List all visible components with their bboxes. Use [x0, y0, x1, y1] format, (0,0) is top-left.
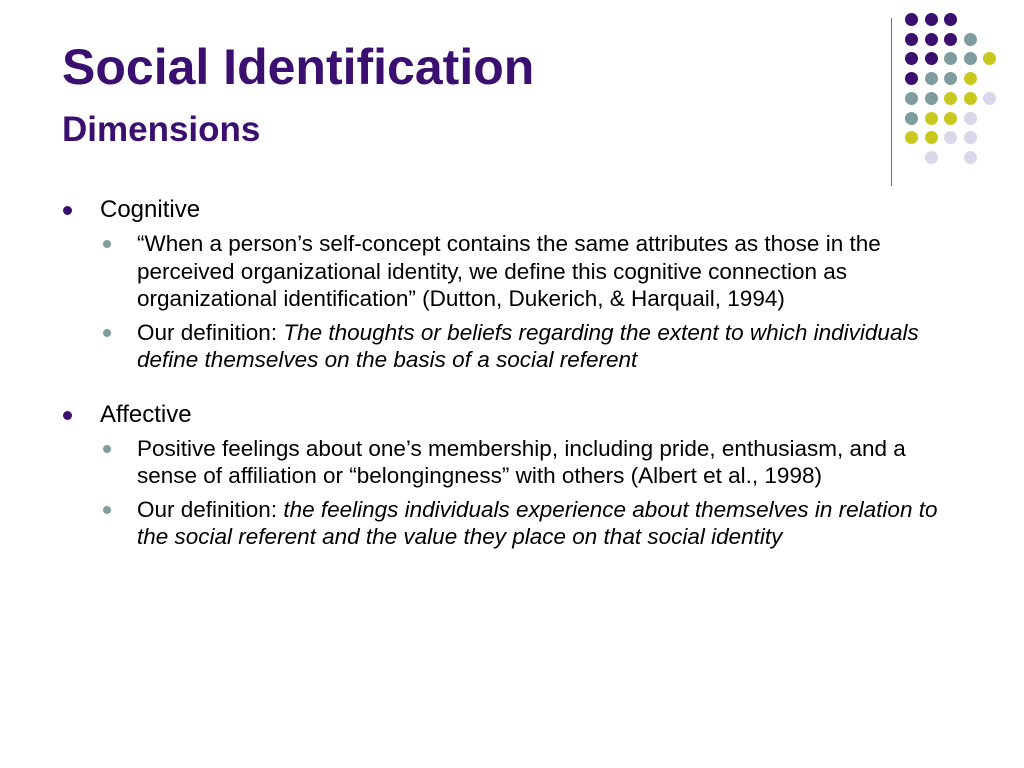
decorative-dot: [944, 92, 957, 105]
decorative-dot: [964, 52, 977, 65]
decorative-dot: [983, 52, 996, 65]
sub-bullet-list: [100, 230, 942, 374]
sub-bullet-quote: [100, 230, 942, 313]
decorative-dot: [925, 151, 938, 164]
sub-bullet-list: [100, 435, 942, 551]
bullet-heading: Cognitive: [100, 196, 201, 223]
bullet-icon: [63, 411, 72, 420]
bullet-list: [62, 195, 942, 557]
sub-bullet-icon: [103, 329, 111, 337]
decorative-dot: [925, 131, 938, 144]
decorative-dot: [964, 33, 977, 46]
sub-bullet-definition: [100, 496, 942, 551]
sub-bullet-icon: [103, 240, 111, 248]
decorative-dot: [905, 52, 918, 65]
decorative-dot: [905, 112, 918, 125]
decorative-dot: [905, 33, 918, 46]
decorative-dot: [905, 72, 918, 85]
decorative-dot: [964, 131, 977, 144]
sub-bullet-icon: [103, 506, 111, 514]
decorative-dot: [964, 112, 977, 125]
decorative-dot: [964, 92, 977, 105]
decorative-dot: [925, 72, 938, 85]
decorative-dot: [964, 151, 977, 164]
header-divider: [891, 18, 892, 186]
slide-title: Social Identification: [62, 39, 535, 95]
decorative-dot: [925, 13, 938, 26]
decorative-dot: [944, 112, 957, 125]
decorative-dot: [905, 13, 918, 26]
bullet-heading: Affective: [100, 400, 192, 428]
decorative-dot: [944, 52, 957, 65]
decorative-dot: [944, 131, 957, 144]
slide-subtitle: Dimensions: [62, 110, 261, 149]
bullet-icon: [63, 206, 72, 215]
decorative-dot: [983, 92, 996, 105]
sub-bullet-definition: [100, 319, 942, 374]
decorative-dot: [905, 92, 918, 105]
decorative-dot: [925, 52, 938, 65]
decorative-dot: [925, 33, 938, 46]
bullet-affective: [62, 400, 942, 551]
sub-bullet-emphasis: the feelings individuals experience about themselves in relation to the social referent and the value they place on that social identity: [137, 496, 938, 549]
decorative-dot: [944, 72, 957, 85]
decorative-dot: [944, 33, 957, 46]
decorative-dot: [925, 112, 938, 125]
sub-bullet-text: Our definition:: [137, 319, 284, 345]
decorative-dot: [944, 13, 957, 26]
sub-bullet-text: “When a person’s self-concept contains the same attributes as those in the perceived organizational identity, we define this cognitive connection as organizational identification” (Dutton, Dukerich, & Harquail, 1994): [137, 231, 881, 311]
decorative-dot: [905, 131, 918, 144]
bullet-cognitive: [62, 195, 942, 374]
sub-bullet-icon: [103, 445, 111, 453]
sub-bullet-emphasis: The thoughts or beliefs regarding the extent to which individuals define themselves on the basis of a social referent: [137, 319, 919, 372]
decorative-dot: [925, 92, 938, 105]
sub-bullet-quote: [100, 435, 942, 490]
decorative-dot-grid: [905, 13, 1005, 165]
sub-bullet-text: Our definition:: [137, 496, 284, 522]
sub-bullet-text: Positive feelings about one’s membership, including pride, enthusiasm, and a sense of affiliation or “belongingness” with others (Albert et al., 1998): [137, 435, 906, 488]
decorative-dot: [964, 72, 977, 85]
